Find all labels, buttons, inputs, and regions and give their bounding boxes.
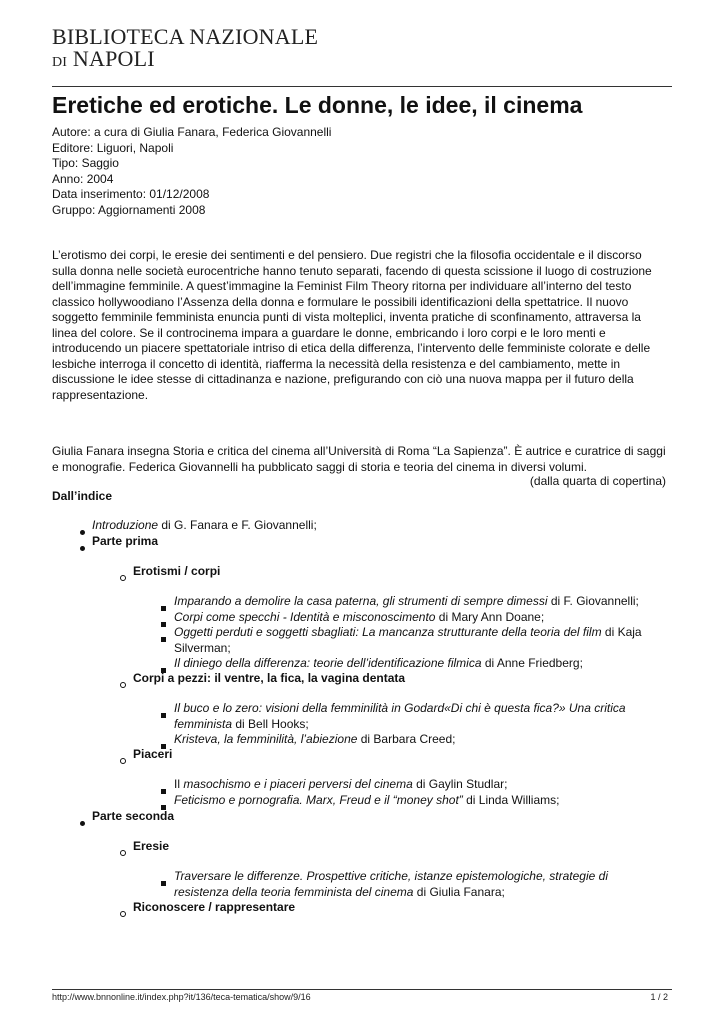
bullet-dot-icon — [80, 540, 85, 554]
list-item: Erotismi / corpi — [133, 564, 221, 578]
list-item: Riconoscere / rappresentare — [133, 900, 296, 914]
list-item-continuation: Silverman; — [174, 641, 231, 655]
list-item: Parte seconda — [92, 809, 175, 823]
list-item: Il masochismo e i piaceri perversi del cinema di Gaylin Studlar; — [174, 777, 508, 791]
library-logo — [52, 26, 318, 74]
bullet-circle-icon — [120, 677, 126, 691]
quote-source: (dalla quarta di copertina) — [529, 474, 666, 488]
bullet-circle-icon — [120, 906, 126, 920]
meta-date-added: Data inserimento: 01/12/2008 — [52, 187, 210, 202]
bullet-circle-icon — [120, 753, 126, 767]
list-item: Oggetti perduti e soggetti sbagliati: La mancanza strutturante della teoria del film di Kaja — [174, 625, 642, 639]
footer-divider — [52, 989, 672, 990]
book-metadata — [52, 125, 331, 219]
bullet-circle-icon — [120, 845, 126, 859]
list-item: Corpi a pezzi: il ventre, la fica, la vagina dentata — [133, 671, 406, 685]
page-title: Eretiche ed erotiche. Le donne, le idee, il cinema — [52, 92, 583, 118]
bullet-circle-icon — [120, 570, 126, 584]
meta-author: Autore: a cura di Giulia Fanara, Federica Giovannelli — [52, 125, 332, 139]
header-divider — [52, 86, 672, 87]
bullet-square-icon — [161, 875, 166, 889]
meta-publisher: Editore: Liguori, Napoli — [52, 140, 174, 155]
index-title: Dall’indice — [52, 489, 113, 503]
bullet-square-icon — [161, 631, 166, 645]
list-item: Il diniego della differenza: teorie dell’identificazione filmica di Anne Friedberg; — [174, 656, 583, 670]
list-item: Imparando a demolire la casa paterna, gli strumenti di sempre dimessi di F. Giovannelli; — [174, 594, 639, 608]
bullet-square-icon — [161, 616, 166, 630]
meta-type: Tipo: Saggio — [52, 156, 119, 171]
list-item: Introduzione di G. Fanara e F. Giovannelli; — [92, 518, 317, 532]
list-item: Il buco e lo zero: visioni della femminilità in Godard«Di chi è questa fica?» Una critica — [174, 701, 626, 715]
logo-city: NAPOLI — [72, 46, 155, 71]
bullet-square-icon — [161, 600, 166, 614]
bullet-square-icon — [161, 707, 166, 721]
list-item: Piaceri — [133, 747, 173, 761]
list-item: Corpi come specchi - Identità e misconoscimento di Mary Ann Doane; — [174, 610, 545, 624]
list-item: Kristeva, la femminilità, l’abiezione di Barbara Creed; — [174, 732, 456, 746]
authors-paragraph: Giulia Fanara insegna Storia e critica del cinema all’Università di Roma “La Sapienza”. È autrice e curatrice di saggi e monografie. Federica Giovannelli ha pubblicato saggi di storia e teoria del cinema in diversi volumi. — [52, 444, 666, 474]
list-item: Parte prima — [92, 534, 159, 548]
page-number: 1 / 2 — [650, 992, 668, 1002]
meta-year: Anno: 2004 — [52, 171, 114, 186]
description-paragraph: L’erotismo dei corpi, le eresie dei sentimenti e del pensiero. Due registri che la filosofia occidentale e il discorso sulla donna nelle società eurocentriche hanno tenuto separati, facendo di questa scissione il luogo di costruzione dell’immagine femminile. A quest’immagine la Feminist Film Theory ritorna per individuare all’interno del testo classico hollywoodiano l’Assenza della donna e formulare le possibili identificazioni della spettatrice. Il nuovo soggetto femminile femminista enuncia punti di vista molteplici, inventa pratiche di sconfinamento, attraversa la linea del colore. Se il controcinema impara a guardare le donne, embricando i loro corpi e le loro menti e introducendo un piacere spettatoriale intriso di etica della differenza, l’intervento delle femministe colorate e delle lesbiche interroga il concetto di identità, riafferma la necessità della resistenza e del cambiamento, mette in discussione le idee stesse di cittadinanza e nazione, prefigurando con ciò una nuova mappa per il futuro della rappresentazione. — [52, 248, 652, 402]
list-item: Feticismo e pornografia. Marx, Freud e il “money shot” di Linda Williams; — [174, 793, 560, 807]
meta-group: Gruppo: Aggiornamenti 2008 — [52, 202, 206, 217]
logo-line1: BIBLIOTECA NAZIONALE — [52, 24, 319, 49]
list-item-continuation: resistenza della teoria femminista del cinema di Giulia Fanara; — [174, 885, 505, 899]
list-item: Eresie — [133, 839, 170, 853]
logo-line2 — [52, 48, 318, 74]
logo-prefix: DI — [52, 55, 68, 70]
bullet-dot-icon — [80, 524, 85, 538]
list-item: Traversare le differenze. Prospettive critiche, istanze epistemologiche, strategie di — [174, 869, 608, 883]
bullet-dot-icon — [80, 815, 85, 829]
footer-url: http://www.bnnonline.it/index.php?it/136/teca-tematica/show/9/16 — [52, 992, 311, 1002]
list-item-continuation: femminista di Bell Hooks; — [174, 717, 309, 731]
bullet-square-icon — [161, 783, 166, 797]
